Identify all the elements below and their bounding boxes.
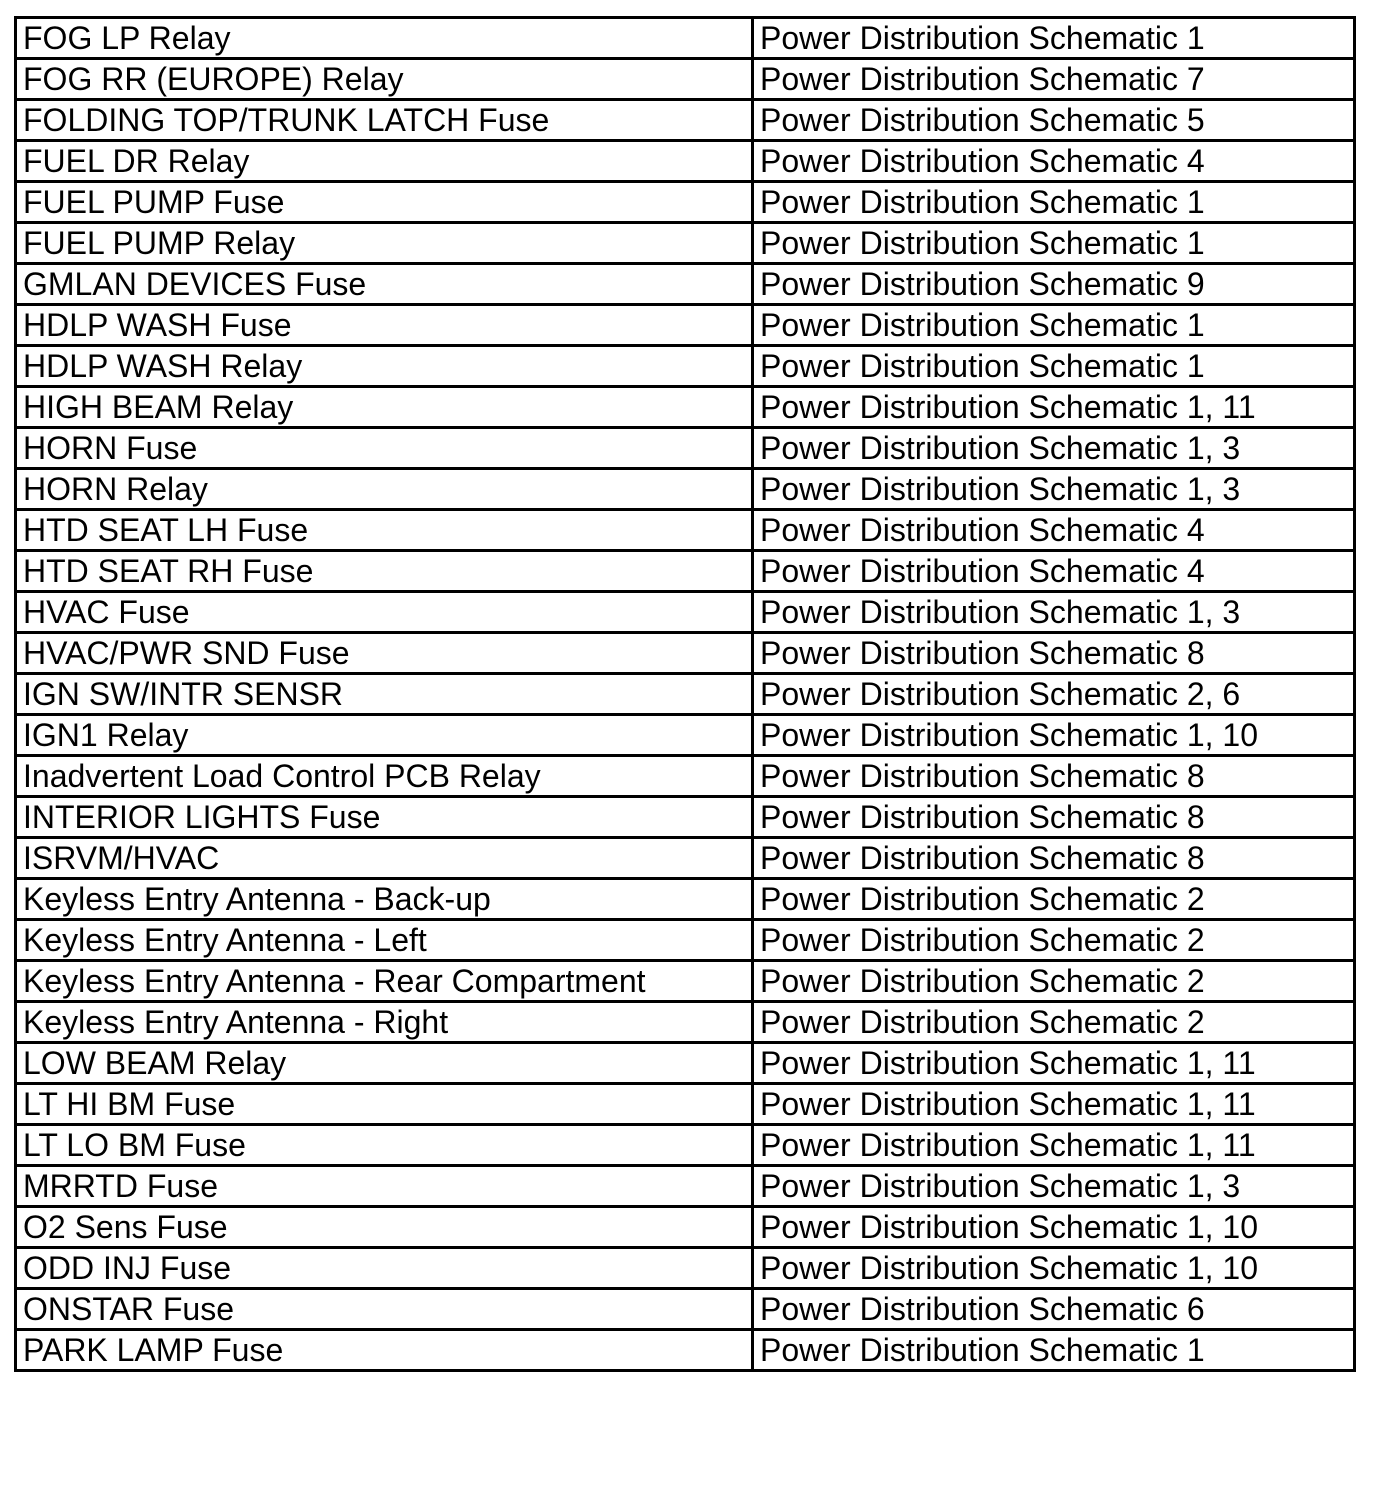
component-cell: Keyless Entry Antenna - Right <box>16 1002 753 1043</box>
schematic-reference-cell: Power Distribution Schematic 1, 11 <box>753 1125 1355 1166</box>
component-cell: HDLP WASH Relay <box>16 346 753 387</box>
component-cell: GMLAN DEVICES Fuse <box>16 264 753 305</box>
table-row <box>16 510 1355 551</box>
table-row <box>16 551 1355 592</box>
component-cell: ODD INJ Fuse <box>16 1248 753 1289</box>
schematic-reference-cell: Power Distribution Schematic 1 <box>753 18 1355 59</box>
table-row <box>16 838 1355 879</box>
table-row <box>16 797 1355 838</box>
table-row <box>16 100 1355 141</box>
schematic-reference-cell: Power Distribution Schematic 1, 3 <box>753 469 1355 510</box>
table-row <box>16 1125 1355 1166</box>
table-row <box>16 305 1355 346</box>
table-row <box>16 879 1355 920</box>
table-row <box>16 1248 1355 1289</box>
component-cell: IGN SW/INTR SENSR <box>16 674 753 715</box>
table-row <box>16 387 1355 428</box>
table-row <box>16 1043 1355 1084</box>
component-cell: FUEL DR Relay <box>16 141 753 182</box>
component-cell: LOW BEAM Relay <box>16 1043 753 1084</box>
schematic-reference-cell: Power Distribution Schematic 7 <box>753 59 1355 100</box>
schematic-reference-cell: Power Distribution Schematic 1, 10 <box>753 1248 1355 1289</box>
table-row <box>16 756 1355 797</box>
component-cell: HORN Fuse <box>16 428 753 469</box>
component-cell: FOLDING TOP/TRUNK LATCH Fuse <box>16 100 753 141</box>
component-cell: Keyless Entry Antenna - Left <box>16 920 753 961</box>
table-row <box>16 715 1355 756</box>
schematic-reference-cell: Power Distribution Schematic 1 <box>753 223 1355 264</box>
table-row <box>16 1330 1355 1371</box>
schematic-reference-cell: Power Distribution Schematic 2 <box>753 961 1355 1002</box>
component-cell: Keyless Entry Antenna - Rear Compartment <box>16 961 753 1002</box>
schematic-reference-cell: Power Distribution Schematic 1 <box>753 305 1355 346</box>
component-cell: MRRTD Fuse <box>16 1166 753 1207</box>
schematic-reference-cell: Power Distribution Schematic 1, 11 <box>753 1084 1355 1125</box>
component-cell: FOG LP Relay <box>16 18 753 59</box>
table-row <box>16 961 1355 1002</box>
table-row <box>16 346 1355 387</box>
schematic-reference-cell: Power Distribution Schematic 1, 3 <box>753 592 1355 633</box>
component-cell: HORN Relay <box>16 469 753 510</box>
component-cell: HTD SEAT RH Fuse <box>16 551 753 592</box>
component-cell: HVAC Fuse <box>16 592 753 633</box>
component-cell: ONSTAR Fuse <box>16 1289 753 1330</box>
table-row <box>16 1207 1355 1248</box>
schematic-reference-cell: Power Distribution Schematic 4 <box>753 551 1355 592</box>
component-cell: FUEL PUMP Relay <box>16 223 753 264</box>
component-cell: O2 Sens Fuse <box>16 1207 753 1248</box>
table-row <box>16 1002 1355 1043</box>
table-row <box>16 1166 1355 1207</box>
component-cell: ISRVM/HVAC <box>16 838 753 879</box>
schematic-reference-cell: Power Distribution Schematic 2 <box>753 920 1355 961</box>
table-row <box>16 18 1355 59</box>
table-row <box>16 428 1355 469</box>
component-cell: HVAC/PWR SND Fuse <box>16 633 753 674</box>
component-cell: HDLP WASH Fuse <box>16 305 753 346</box>
schematic-reference-cell: Power Distribution Schematic 4 <box>753 510 1355 551</box>
table-row <box>16 633 1355 674</box>
table-row <box>16 592 1355 633</box>
schematic-reference-cell: Power Distribution Schematic 8 <box>753 797 1355 838</box>
schematic-reference-cell: Power Distribution Schematic 1, 11 <box>753 1043 1355 1084</box>
schematic-reference-cell: Power Distribution Schematic 8 <box>753 838 1355 879</box>
schematic-reference-cell: Power Distribution Schematic 1 <box>753 346 1355 387</box>
table-row <box>16 182 1355 223</box>
schematic-reference-cell: Power Distribution Schematic 1, 3 <box>753 428 1355 469</box>
schematic-reference-cell: Power Distribution Schematic 4 <box>753 141 1355 182</box>
schematic-reference-cell: Power Distribution Schematic 1, 11 <box>753 387 1355 428</box>
schematic-reference-cell: Power Distribution Schematic 9 <box>753 264 1355 305</box>
schematic-reference-cell: Power Distribution Schematic 1, 10 <box>753 715 1355 756</box>
schematic-reference-cell: Power Distribution Schematic 1, 10 <box>753 1207 1355 1248</box>
schematic-reference-cell: Power Distribution Schematic 2 <box>753 879 1355 920</box>
component-cell: Keyless Entry Antenna - Back-up <box>16 879 753 920</box>
table-row <box>16 469 1355 510</box>
table-body <box>16 18 1355 1371</box>
table-row <box>16 141 1355 182</box>
schematic-reference-cell: Power Distribution Schematic 8 <box>753 633 1355 674</box>
schematic-reference-cell: Power Distribution Schematic 8 <box>753 756 1355 797</box>
component-cell: LT LO BM Fuse <box>16 1125 753 1166</box>
component-cell: HIGH BEAM Relay <box>16 387 753 428</box>
table-row <box>16 920 1355 961</box>
table-row <box>16 1289 1355 1330</box>
schematic-reference-cell: Power Distribution Schematic 1 <box>753 182 1355 223</box>
schematic-reference-cell: Power Distribution Schematic 5 <box>753 100 1355 141</box>
schematic-reference-cell: Power Distribution Schematic 2, 6 <box>753 674 1355 715</box>
schematic-reference-cell: Power Distribution Schematic 6 <box>753 1289 1355 1330</box>
table-row <box>16 59 1355 100</box>
table-row <box>16 1084 1355 1125</box>
table-row <box>16 223 1355 264</box>
component-cell: INTERIOR LIGHTS Fuse <box>16 797 753 838</box>
table-row <box>16 264 1355 305</box>
schematic-reference-cell: Power Distribution Schematic 1 <box>753 1330 1355 1371</box>
table-row <box>16 674 1355 715</box>
component-cell: PARK LAMP Fuse <box>16 1330 753 1371</box>
schematic-reference-cell: Power Distribution Schematic 2 <box>753 1002 1355 1043</box>
schematic-reference-cell: Power Distribution Schematic 1, 3 <box>753 1166 1355 1207</box>
component-cell: HTD SEAT LH Fuse <box>16 510 753 551</box>
component-cell: FOG RR (EUROPE) Relay <box>16 59 753 100</box>
component-cell: LT HI BM Fuse <box>16 1084 753 1125</box>
component-cell: IGN1 Relay <box>16 715 753 756</box>
component-cell: FUEL PUMP Fuse <box>16 182 753 223</box>
component-cell: Inadvertent Load Control PCB Relay <box>16 756 753 797</box>
component-reference-table <box>14 16 1356 1372</box>
